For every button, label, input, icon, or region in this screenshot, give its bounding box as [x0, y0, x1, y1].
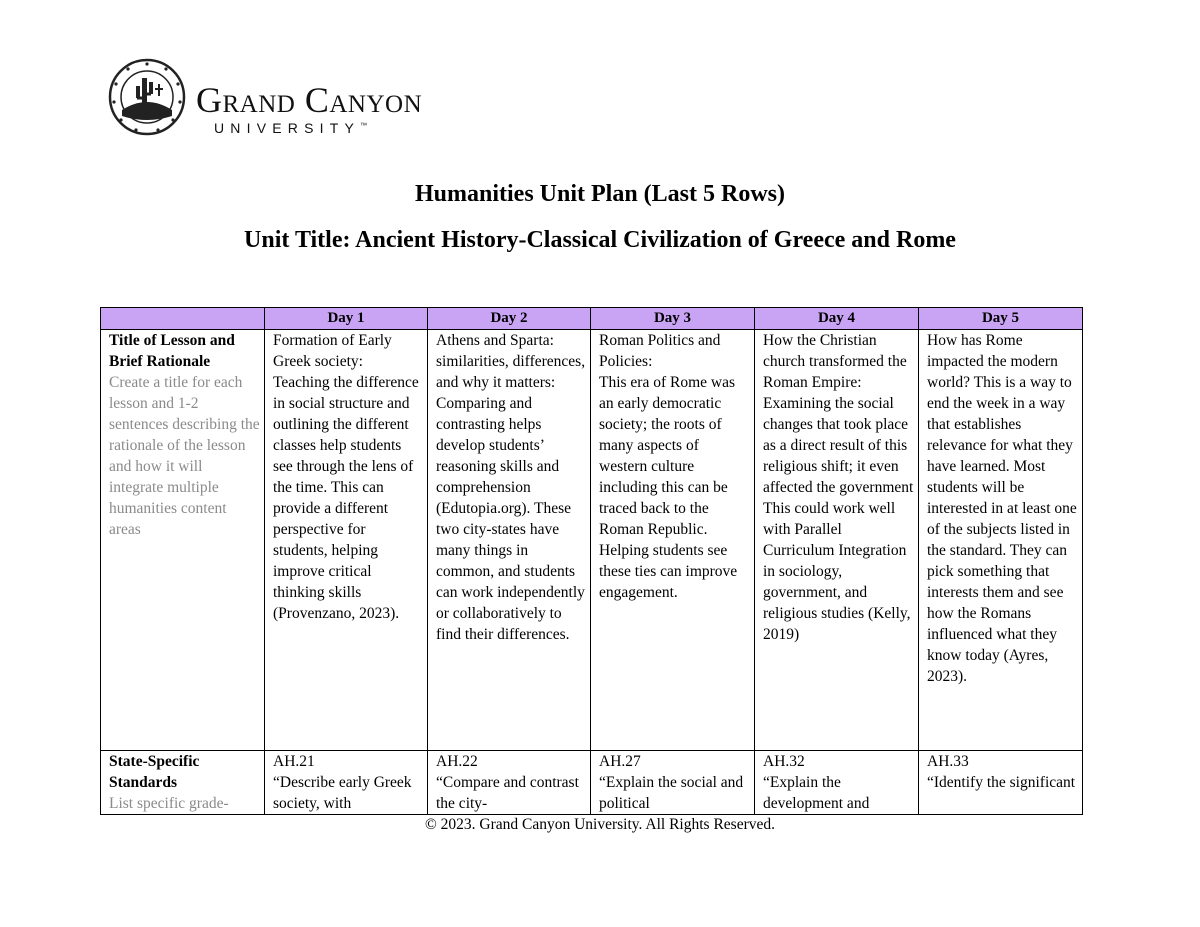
cell-text: Athens and Sparta: similarities, differences, and why it matters: Comparing and contrasting helps develop students’ reasoning skills and comprehension (Edutopia.org). These two city-states have many things in common, and students can work independently or collaboratively to find their differences.: [436, 332, 586, 643]
page-title: Humanities Unit Plan (Last 5 Rows): [414, 181, 786, 207]
table-cell: [428, 751, 591, 815]
row-label-cell: [101, 751, 265, 815]
table-cell: [755, 330, 919, 751]
header-day-5: Day 5: [919, 308, 1083, 330]
copyright-footer: © 2023. Grand Canyon University. All Rights Reserved.: [424, 816, 775, 833]
cell-text: AH.32 “Explain the development and: [763, 753, 870, 812]
table-row: [101, 330, 1083, 751]
university-logo: [108, 58, 488, 136]
cell-text: AH.27 “Explain the social and political: [599, 753, 744, 812]
cell-text: AH.22 “Compare and contrast the city-: [436, 753, 579, 812]
header-cell-empty: [101, 308, 265, 330]
row-label-cell: [101, 330, 265, 751]
row-label: Title of Lesson and Brief Rationale: [109, 332, 235, 370]
cell-text: How the Christian church transformed the Roman Empire: Examining the social changes that took place as a direct result of this religious shift; it even affected the government This could work well with Parallel Curriculum Integration in sociology, government, and religious studies (Kelly, 2019): [763, 332, 914, 643]
cell-text: AH.21 “Describe early Greek society, with: [273, 753, 412, 812]
table-cell: [591, 751, 755, 815]
cell-text: Roman Politics and Policies: This era of Rome was an early democratic society; the roots of many aspects of western culture including this can be traced back to the Roman Republic. Helping students see these ties can improve engagement.: [599, 332, 738, 601]
header-day-3: Day 3: [591, 308, 755, 330]
header-day-2: Day 2: [428, 308, 591, 330]
table-cell: [755, 751, 919, 815]
header-day-1: Day 1: [265, 308, 428, 330]
unit-plan-table: [100, 307, 1083, 815]
row-description: Create a title for each lesson and 1-2 sentences describing the rationale of the lesson and how it will integrate multiple humanities content areas: [109, 374, 260, 538]
table-cell: [919, 751, 1083, 815]
logo-name: Grand Canyon: [196, 80, 423, 120]
table-header-row: [101, 308, 1083, 330]
table-row: [101, 751, 1083, 815]
table-cell: [265, 751, 428, 815]
header-day-4: Day 4: [755, 308, 919, 330]
logo-subtitle: UNIVERSITY™: [214, 120, 368, 136]
row-description: List specific grade-: [109, 795, 229, 812]
university-seal-icon: [108, 58, 186, 136]
cell-text: AH.33 “Identify the significant: [927, 753, 1076, 791]
cell-text: How has Rome impacted the modern world? This is a way to end the week in a way that establishes relevance for what they have learned. Most students will be interested in at least one of the subjects listed in the standard. They can pick something that interests them and see how the Romans influenced what they know today (Ayres, 2023).: [927, 332, 1077, 685]
table-cell: [919, 330, 1083, 751]
table-cell: [265, 330, 428, 751]
table-cell: [428, 330, 591, 751]
row-label: State-Specific Standards: [109, 753, 200, 791]
unit-title: Unit Title: Ancient History-Classical Civilization of Greece and Rome: [244, 227, 956, 253]
cell-text: Formation of Early Greek society: Teaching the difference in social structure and outlining the different classes help students see through the lens of the time. This can provide a different perspective for students, helping improve critical thinking skills (Provenzano, 2023).: [273, 332, 419, 622]
table-cell: [591, 330, 755, 751]
